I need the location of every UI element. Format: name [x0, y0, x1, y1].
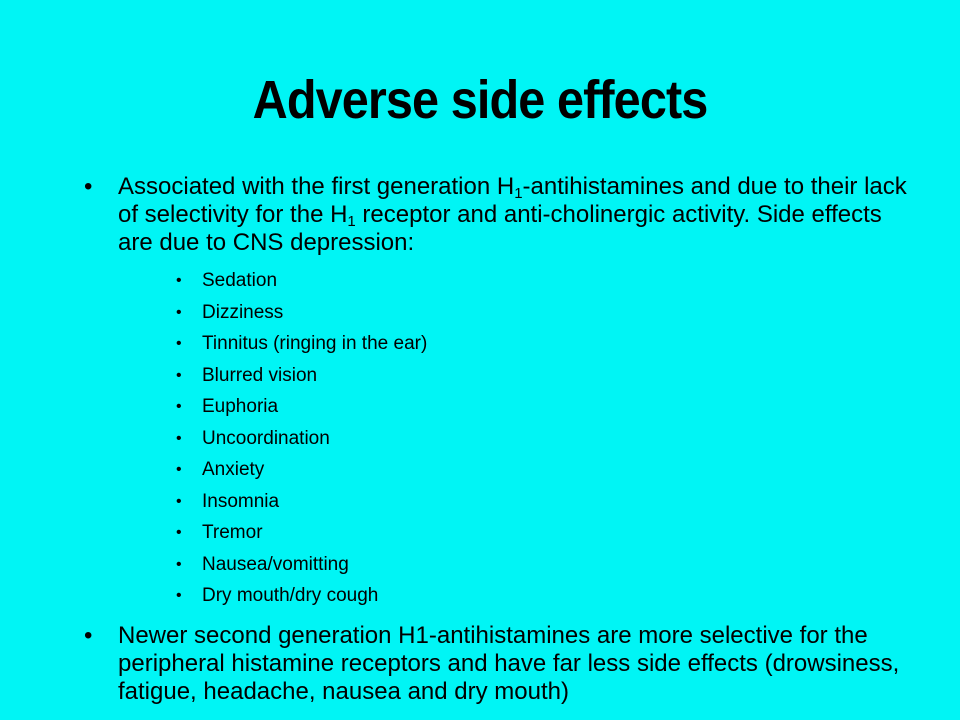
list-item — [84, 423, 914, 455]
list-item-label: Tinnitus (ringing in the ear) — [202, 333, 428, 354]
bullet-icon: • — [176, 272, 182, 289]
list-item — [84, 549, 914, 581]
bullet-icon: • — [176, 366, 182, 384]
bullet-icon: • — [176, 398, 182, 415]
main-point-text-1b: -antihistamines and due to their lack of selectivity for the H — [118, 173, 907, 228]
side-effects-list — [84, 265, 914, 612]
bullet-icon: • — [176, 335, 182, 352]
list-item-label: Insomnia — [202, 490, 280, 512]
list-item-label: Anxiety — [202, 459, 265, 480]
list-item-label: Uncoordination — [202, 427, 330, 449]
main-bullet-first-generation — [84, 173, 914, 257]
list-item-label: Dry mouth/dry cough — [202, 585, 379, 606]
list-item-label: Blurred vision — [202, 364, 318, 386]
main-point-text-1a: Associated with the first generation H — [118, 173, 515, 200]
bullet-icon: • — [176, 587, 182, 604]
list-item — [84, 580, 914, 612]
subscript-2: 1 — [347, 213, 356, 230]
main-point-text-1c: receptor and anti-cholinergic activity. Side effects are due to CNS depression: — [118, 201, 882, 256]
list-item-label: Tremor — [202, 522, 263, 543]
list-item — [84, 297, 914, 329]
list-item — [84, 391, 914, 423]
bullet-icon: • — [176, 555, 182, 573]
main-bullet-second-generation — [84, 622, 914, 706]
bullet-icon: • — [176, 429, 182, 447]
list-item — [84, 328, 914, 360]
list-item — [84, 517, 914, 549]
list-item-label: Dizziness — [202, 301, 284, 323]
list-item — [84, 454, 914, 486]
bullet-icon: • — [84, 621, 93, 649]
list-item — [84, 360, 914, 392]
list-item-label: Nausea/vomitting — [202, 553, 349, 575]
bullet-icon: • — [176, 303, 182, 321]
subscript-1: 1 — [514, 185, 523, 202]
slide-content — [84, 173, 914, 706]
bullet-icon: • — [176, 461, 182, 478]
bullet-icon: • — [84, 173, 93, 200]
list-item-label: Euphoria — [202, 396, 279, 417]
list-item — [84, 486, 914, 518]
main-point-text-2: Newer second generation H1-antihistamines are more selective for the peripheral histamine receptors and have far less side effects (drowsiness, fatigue, headache, nausea and dry mouth) — [118, 621, 900, 705]
list-item — [84, 265, 914, 297]
bullet-icon: • — [176, 492, 182, 510]
bullet-icon: • — [176, 524, 182, 541]
slide-title: Adverse side effects — [252, 70, 708, 130]
list-item-label: Sedation — [202, 270, 278, 291]
